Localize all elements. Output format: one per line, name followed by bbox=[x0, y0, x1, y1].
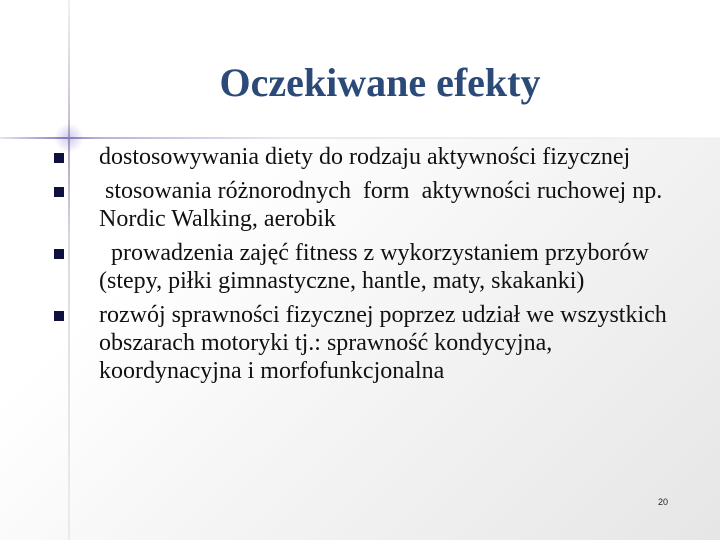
square-bullet-icon bbox=[54, 187, 64, 197]
slide-title: Oczekiwane efekty bbox=[219, 60, 541, 105]
decorative-horizontal-line bbox=[0, 137, 720, 139]
bullet-item bbox=[0, 143, 720, 171]
slide-number: 20 bbox=[658, 497, 669, 507]
bullet-item bbox=[0, 239, 720, 295]
bullet-text: rozwój sprawności fizycznej poprzez udział we wszystkich obszarach motoryki tj.: sprawność kondycyjna, koordynacyjna i morfofunkcjonalna bbox=[99, 302, 673, 384]
bullet-text: stosowania różnorodnych form aktywności ruchowej np. Nordic Walking, aerobik bbox=[99, 178, 669, 232]
square-bullet-icon bbox=[54, 311, 64, 321]
bullet-list bbox=[0, 143, 720, 391]
bullet-item bbox=[0, 301, 720, 385]
bullet-item bbox=[0, 177, 720, 233]
square-bullet-icon bbox=[54, 249, 64, 259]
bullet-text: prowadzenia zajęć fitness z wykorzystaniem przyborów (stepy, piłki gimnastyczne, hantle, maty, skakanki) bbox=[99, 240, 655, 294]
bullet-text: dostosowywania diety do rodzaju aktywności fizycznej bbox=[99, 144, 631, 170]
square-bullet-icon bbox=[54, 153, 64, 163]
